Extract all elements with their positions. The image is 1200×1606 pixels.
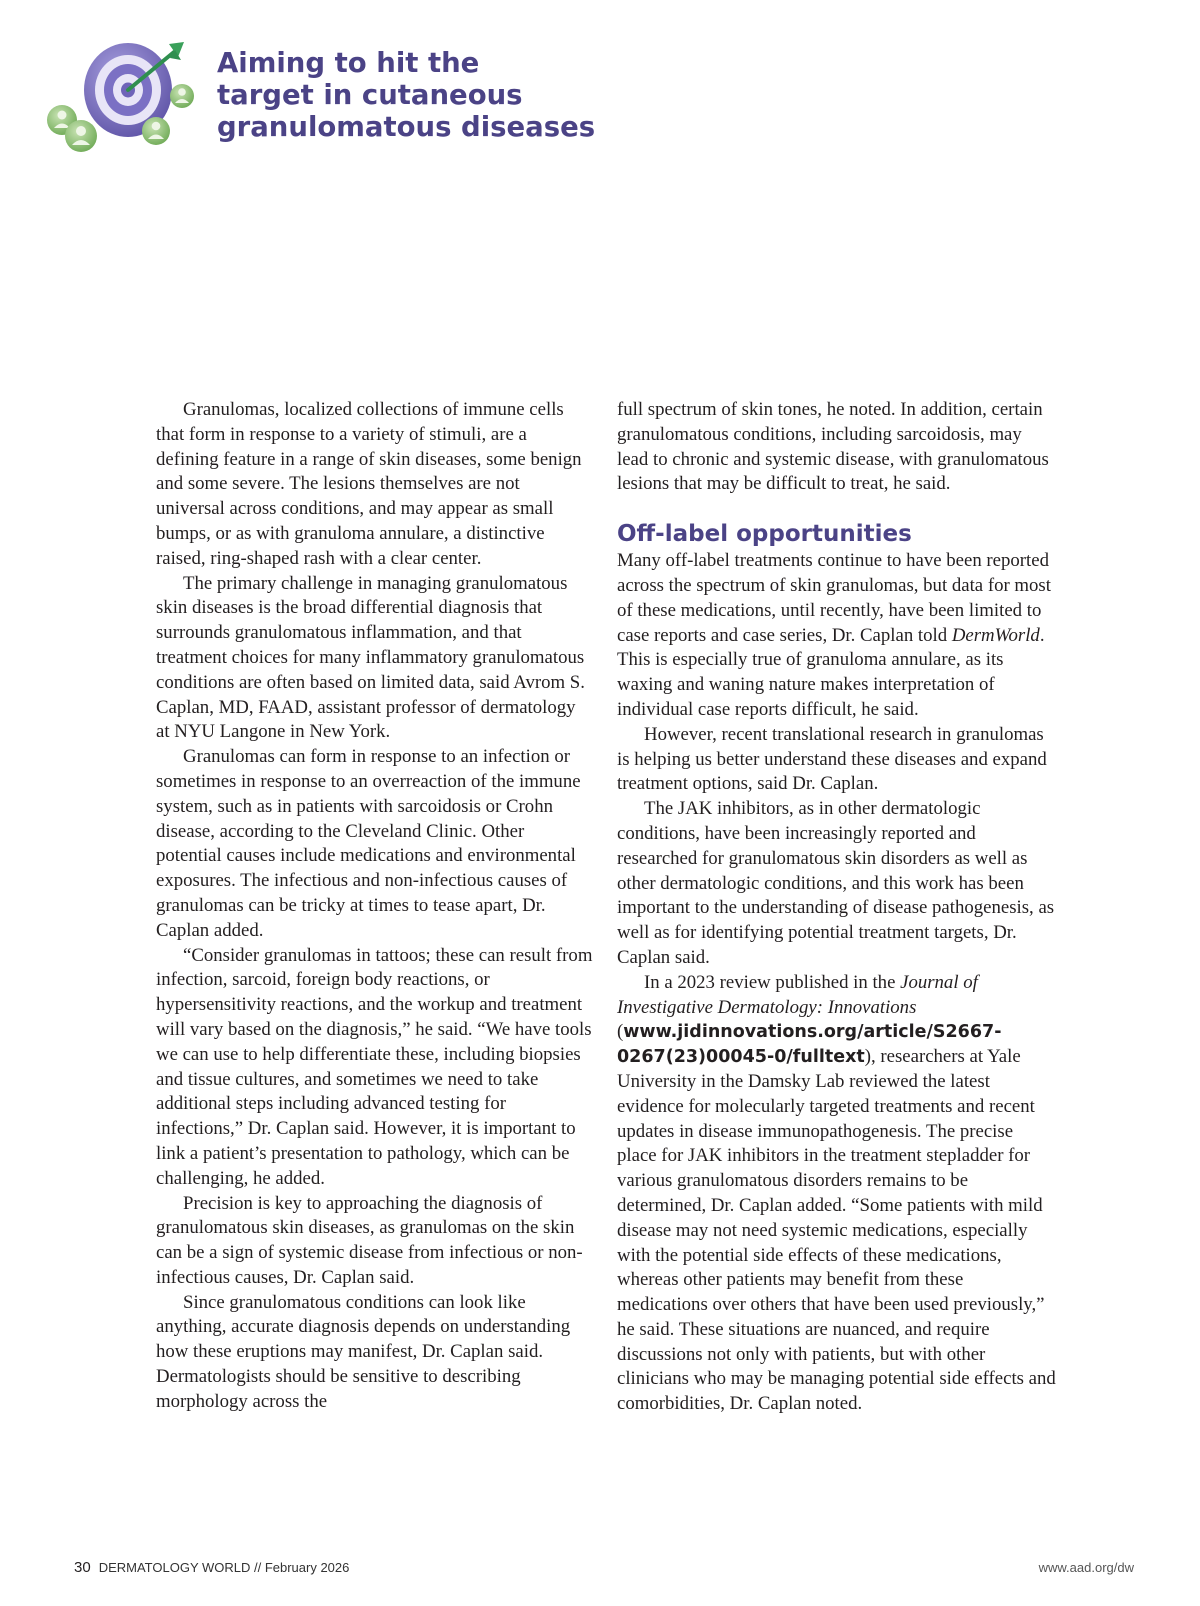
footer-left	[74, 1559, 349, 1576]
paragraph	[617, 971, 1057, 1417]
paragraph: Granulomas can form in response to an infection or sometimes in response to an overreaction of the immune system, such as in patients with sarcoidosis or Crohn disease, according to the Cleveland Clinic. Other potential causes include medications and environmental exposures. The infectious and non-infectious causes of granulomas can be tricky at times to tease apart, Dr. Caplan added.	[156, 746, 581, 941]
paragraph: The primary challenge in managing granulomatous skin diseases is the broad differential diagnosis that surrounds granulomatous inflammation, and that treatment choices for many inflammatory granulomatous conditions are often based on limited data, said Avrom S. Caplan, MD, FAAD, assistant professor of dermatology at NYU Langone in New York.	[156, 572, 585, 743]
title-line-2: target in cutaneous	[217, 79, 523, 111]
left-column	[156, 398, 593, 1415]
target-with-people-icon	[44, 38, 204, 162]
text-run: ), researchers at Yale University in the Damsky Lab reviewed the latest evidence for molecularly targeted treatments and recent updates in disease immunopathogenesis. The precise place for JAK inhibitors in the treatment stepladder for various granulomatous disorders remains to be determined, Dr. Caplan added. “Some patients with mild disease may not need systemic medications, especially with the potential side effects of these medications, whereas other patients may benefit from these medications over others that have been used previously,” he said. These situations are nuanced, and require discussions not only with patients, but with other clinicians who may be managing potential side effects and comorbidities, Dr. Caplan noted.	[617, 1046, 1056, 1415]
right-column	[617, 398, 1057, 1417]
paragraph: Granulomas, localized collections of immune cells that form in response to a variety of stimuli, are a defining feature in a range of skin diseases, some benign and some severe. The lesions themselves are not universal across conditions, and may appear as small bumps, or as with granuloma annulare, a distinctive raised, ring-shaped rash with a clear center.	[156, 399, 582, 569]
publication-info: DERMATOLOGY WORLD // February 2026	[98, 1560, 350, 1575]
paragraph: The JAK inhibitors, as in other dermatologic conditions, have been increasingly reported and researched for granulomatous skin disorders as well as other dermatologic conditions, and this work has been important to the understanding of disease pathogenesis, as well as for identifying potential treatment targets, Dr. Caplan said.	[617, 798, 1055, 968]
footer-url[interactable]: www.aad.org/dw	[1038, 1560, 1134, 1575]
text-run: In a 2023 review published in the	[644, 971, 901, 993]
text-run: (	[617, 1021, 624, 1043]
section-heading: Off-label opportunities	[617, 521, 912, 548]
article-link[interactable]: www.jidinnovations.org/article/S2667-0267(23)00045-0/fulltext	[617, 1022, 1002, 1068]
page-number: 30	[74, 1559, 91, 1576]
article-title	[217, 47, 595, 143]
paragraph: full spectrum of skin tones, he noted. In addition, certain granulomatous conditions, including sarcoidosis, may lead to chronic and systemic disease, with granulomatous lesions that may be difficult to treat, he said.	[617, 399, 1049, 495]
paragraph: Since granulomatous conditions can look like anything, accurate diagnosis depends on understanding how these eruptions may manifest, Dr. Caplan said. Dermatologists should be sensitive to describing morphology across the	[156, 1291, 571, 1412]
paragraph: Precision is key to approaching the diagnosis of granulomatous skin diseases, as granulomas on the skin can be a sign of systemic disease from infectious or non-infectious causes, Dr. Caplan said.	[156, 1192, 583, 1288]
publication-name: DermWorld	[951, 624, 1040, 646]
text-run: Many off-label treatments continue to have been reported across the spectrum of skin granulomas, but data for most of these medications, until recently, have been limited to case reports and case series, Dr. Caplan told	[617, 550, 1051, 646]
journal-name: Journal of Investigative Dermatology: Innovations	[617, 971, 978, 1018]
paragraph	[617, 549, 1057, 723]
title-line-1: Aiming to hit the	[217, 47, 480, 79]
paragraph: “Consider granulomas in tattoos; these can result from infection, sarcoid, foreign body reactions, or hypersensitivity reactions, and the workup and treatment will vary based on the diagnosis,” he said. “We have tools we can use to help differentiate these, including biopsies and tissue cultures, and sometimes we need to take additional steps including advanced testing for infections,” Dr. Caplan said. However, it is important to link a patient’s presentation to pathology, which can be challenging, he added.	[156, 944, 593, 1189]
text-run: . This is especially true of granuloma annulare, as its waxing and waning nature makes interpretation of individual case reports difficult, he said.	[617, 624, 1045, 720]
title-line-3: granulomatous diseases	[217, 111, 596, 143]
paragraph: However, recent translational research in granulomas is helping us better understand these diseases and expand treatment options, said Dr. Caplan.	[617, 723, 1047, 795]
